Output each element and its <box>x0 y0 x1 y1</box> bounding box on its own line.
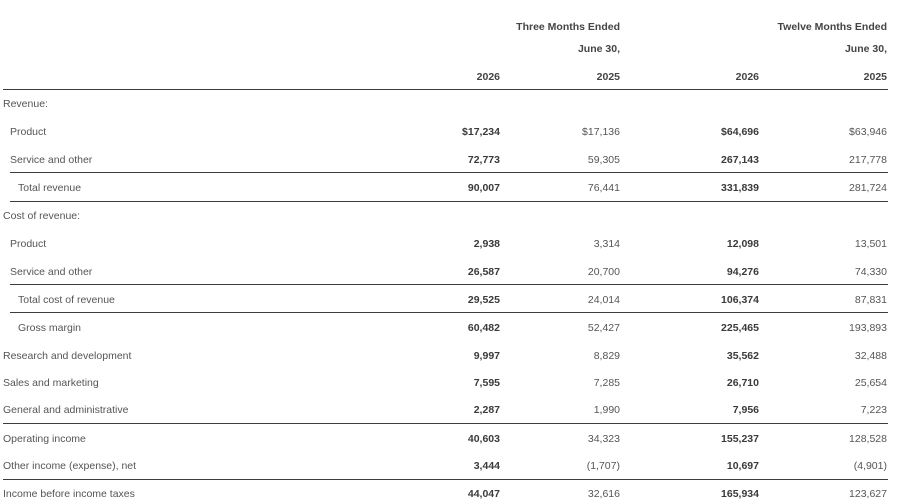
cell-value: 72,773 <box>467 154 500 166</box>
table-row <box>0 377 900 405</box>
cell-value: 2,938 <box>473 238 500 250</box>
total-rule <box>10 201 888 202</box>
cell-value: $64,696 <box>721 126 759 138</box>
cell-value: (4,901) <box>853 460 887 472</box>
table-row <box>0 460 900 488</box>
row-label: Cost of revenue: <box>3 210 81 222</box>
cell-value: (1,707) <box>586 460 620 472</box>
row-label: Service and other <box>10 266 93 278</box>
row-label: Total cost of revenue <box>18 294 115 306</box>
three-months-subheader: June 30, <box>577 43 620 55</box>
cell-value: 74,330 <box>854 266 887 278</box>
row-label: Other income (expense), net <box>3 460 137 472</box>
subtotal-rule <box>3 423 888 424</box>
row-label: General and administrative <box>3 404 129 416</box>
cell-value: 10,697 <box>726 460 759 472</box>
cell-value: $63,946 <box>849 126 887 138</box>
twelve-months-header: Twelve Months Ended <box>777 21 887 33</box>
cell-value: 7,223 <box>860 404 887 416</box>
row-label: Product <box>10 238 47 250</box>
cell-value: 123,627 <box>849 488 887 500</box>
subtotal-rule <box>10 172 888 173</box>
cell-value: 106,374 <box>721 294 759 306</box>
row-label: Income before income taxes <box>3 488 135 500</box>
row-label: Sales and marketing <box>3 377 99 389</box>
header-rule <box>3 89 888 90</box>
cell-value: 29,525 <box>467 294 500 306</box>
table-row <box>0 266 900 294</box>
cell-value: 3,314 <box>593 238 620 250</box>
table-row <box>0 154 900 182</box>
cell-value: 24,014 <box>587 294 620 306</box>
table-row <box>0 404 900 432</box>
cell-value: 26,587 <box>467 266 500 278</box>
cell-value: 94,276 <box>726 266 759 278</box>
row-label: Service and other <box>10 154 93 166</box>
year-header-col3: 2026 <box>735 71 759 83</box>
cell-value: 87,831 <box>854 294 887 306</box>
cell-value: 7,285 <box>593 377 620 389</box>
table-row <box>0 98 900 126</box>
cell-value: 3,444 <box>473 460 500 472</box>
cell-value: 7,956 <box>732 404 759 416</box>
cell-value: 217,778 <box>849 154 887 166</box>
cell-value: 12,098 <box>726 238 759 250</box>
table-row <box>0 322 900 350</box>
subtotal-rule <box>3 479 888 480</box>
cell-value: 155,237 <box>721 433 759 445</box>
cell-value: 193,893 <box>849 322 887 334</box>
year-header-col1: 2026 <box>476 71 500 83</box>
table-row <box>0 350 900 378</box>
cell-value: 20,700 <box>587 266 620 278</box>
row-label: Research and development <box>3 350 132 362</box>
cell-value: 90,007 <box>467 182 500 194</box>
cell-value: 44,047 <box>467 488 500 500</box>
twelve-months-subheader: June 30, <box>844 43 887 55</box>
table-row <box>0 433 900 461</box>
cell-value: 225,465 <box>721 322 759 334</box>
cell-value: 35,562 <box>726 350 759 362</box>
cell-value: 9,997 <box>473 350 500 362</box>
cell-value: 2,287 <box>473 404 500 416</box>
table-row <box>0 182 900 210</box>
cell-value: 13,501 <box>854 238 887 250</box>
three-months-header: Three Months Ended <box>516 21 620 33</box>
table-row <box>0 488 900 500</box>
cell-value: $17,234 <box>462 126 500 138</box>
cell-value: 32,488 <box>854 350 887 362</box>
cell-value: 60,482 <box>467 322 500 334</box>
row-label: Product <box>10 126 47 138</box>
cell-value: 59,305 <box>587 154 620 166</box>
cell-value: 40,603 <box>467 433 500 445</box>
table-row <box>0 238 900 266</box>
subtotal-rule <box>10 284 888 285</box>
cell-value: 32,616 <box>587 488 620 500</box>
cell-value: $17,136 <box>582 126 620 138</box>
subtotal-rule <box>10 312 888 313</box>
table-row <box>0 126 900 154</box>
cell-value: 267,143 <box>721 154 759 166</box>
row-label: Revenue: <box>3 98 48 110</box>
row-label: Gross margin <box>18 322 82 334</box>
cell-value: 7,595 <box>473 377 500 389</box>
cell-value: 281,724 <box>849 182 887 194</box>
cell-value: 76,441 <box>587 182 620 194</box>
table-row <box>0 294 900 322</box>
cell-value: 128,528 <box>849 433 887 445</box>
cell-value: 331,839 <box>721 182 759 194</box>
cell-value: 165,934 <box>721 488 759 500</box>
cell-value: 34,323 <box>587 433 620 445</box>
cell-value: 52,427 <box>587 322 620 334</box>
cell-value: 1,990 <box>593 404 620 416</box>
row-label: Total revenue <box>18 182 82 194</box>
row-label: Operating income <box>3 433 86 445</box>
year-header-col2: 2025 <box>596 71 620 83</box>
year-header-col4: 2025 <box>863 71 887 83</box>
cell-value: 26,710 <box>726 377 759 389</box>
cell-value: 8,829 <box>593 350 620 362</box>
table-row <box>0 210 900 238</box>
cell-value: 25,654 <box>854 377 887 389</box>
